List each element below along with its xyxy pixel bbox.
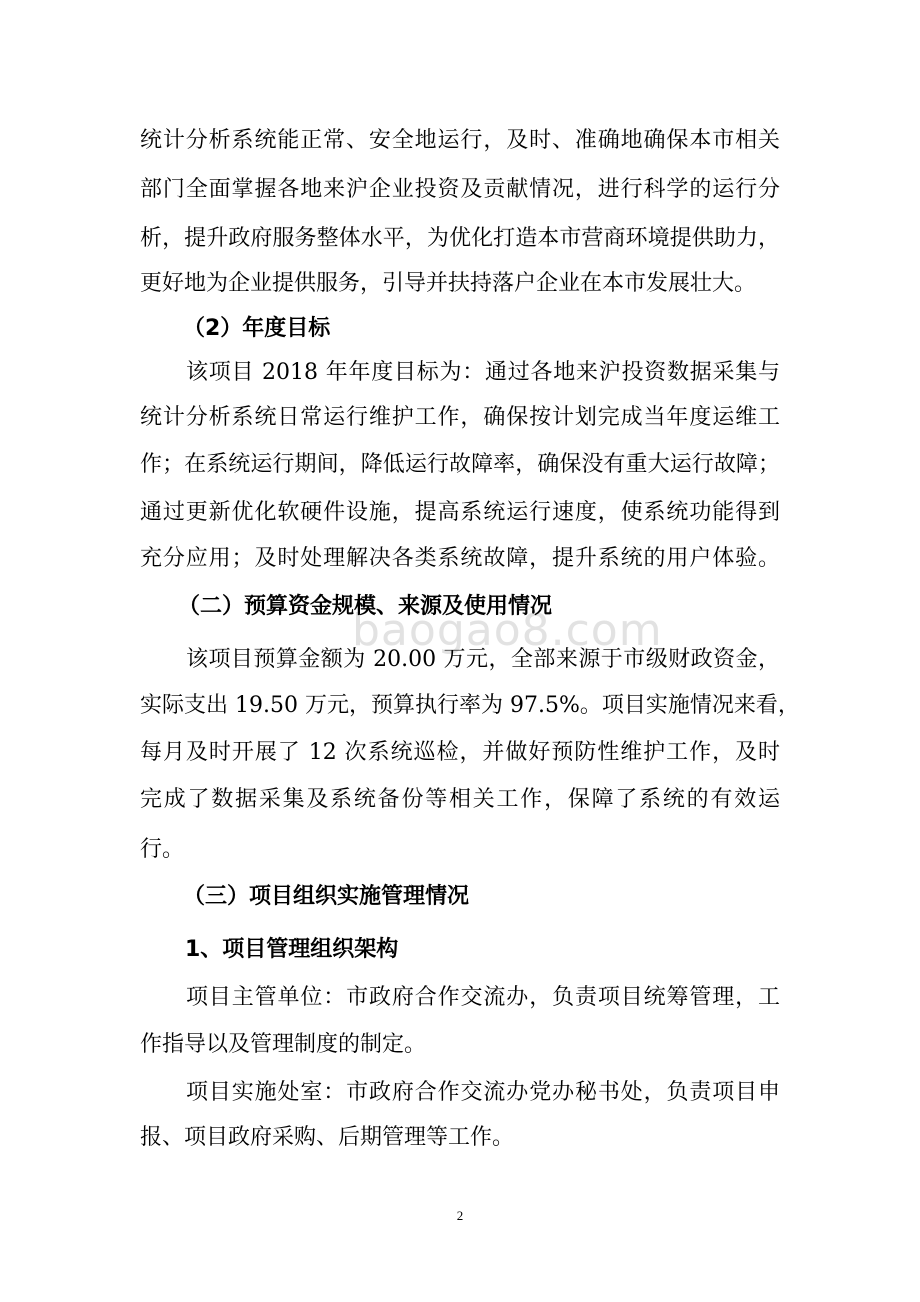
paragraph-3-line-2: 实际支出 19.50 万元，预算执行率为 97.5%。项目实施情况来看， — [140, 693, 800, 718]
heading-budget: （二）预算资金规模、来源及使用情况 — [178, 594, 553, 619]
page-number: 2 — [456, 1208, 464, 1223]
paragraph-2-line-2: 统计分析系统日常运行维护工作，确保按计划完成当年度运维工 — [140, 405, 780, 430]
paragraph-3-line-1: 该项目预算金额为 20.00 万元，全部来源于市级财政资金， — [186, 647, 780, 672]
paragraph-2-line-1: 该项目 2018 年年度目标为：通过各地来沪投资数据采集与 — [186, 360, 780, 385]
paragraph-3-line-3: 每月及时开展了 12 次系统巡检，并做好预防性维护工作，及时 — [140, 740, 780, 765]
paragraph-1-line-2: 部门全面掌握各地来沪企业投资及贡献情况，进行科学的运行分 — [140, 177, 780, 202]
paragraph-3-line-5: 行。 — [140, 837, 185, 862]
paragraph-3-line-4: 完成了数据采集及系统备份等相关工作，保障了系统的有效运 — [140, 787, 780, 812]
heading-management: （三）项目组织实施管理情况 — [183, 884, 470, 909]
paragraph-4-line-1: 项目主管单位：市政府合作交流办，负责项目统筹管理，工 — [186, 985, 780, 1010]
paragraph-4-line-2: 作指导以及管理制度的制定。 — [140, 1032, 427, 1057]
paragraph-2-line-4: 通过更新优化软硬件设施，提高系统运行速度，使系统功能得到 — [140, 500, 780, 525]
paragraph-1-line-4: 更好地为企业提供服务，引导并扶持落户企业在本市发展壮大。 — [140, 271, 757, 296]
paragraph-1-line-1: 统计分析系统能正常、安全地运行，及时、准确地确保本市相关 — [140, 128, 780, 153]
paragraph-1-line-3: 析，提升政府服务整体水平，为优化打造本市营商环境提供助力， — [140, 226, 780, 251]
watermark: baogao8.com — [352, 605, 663, 656]
paragraph-5-line-1: 项目实施处室：市政府合作交流办党办秘书处，负责项目申 — [186, 1080, 780, 1105]
paragraph-5-line-2: 报、项目政府采购、后期管理等工作。 — [140, 1125, 515, 1150]
heading-structure: 1、项目管理组织架构 — [185, 937, 399, 962]
heading-annual-goal: （2）年度目标 — [183, 316, 331, 341]
paragraph-2-line-5: 充分应用；及时处理解决各类系统故障，提升系统的用户体验。 — [140, 546, 780, 571]
paragraph-2-line-3: 作；在系统运行期间，降低运行故障率，确保没有重大运行故障； — [140, 452, 780, 477]
